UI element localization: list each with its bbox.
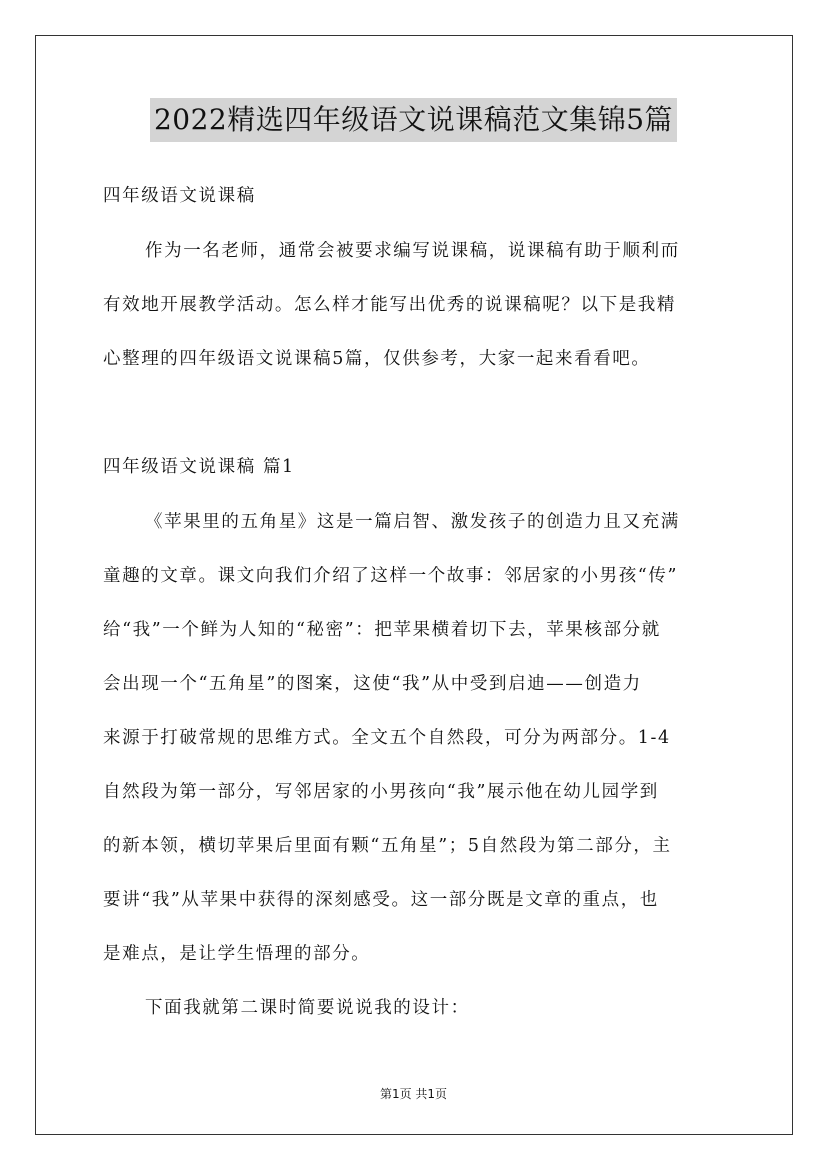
paragraph-line: 是难点，是让学生悟理的部分。 — [103, 944, 371, 964]
page-footer: 第1页 共1页 — [379, 1087, 448, 1101]
paragraph-line: 的新本领，横切苹果后里面有颗“五角星”；5自然段为第二部分，主 — [103, 836, 672, 856]
section-heading: 四年级语文说课稿 篇1 — [103, 457, 295, 477]
paragraph-line: 心整理的四年级语文说课稿5篇，仅供参考，大家一起来看看吧。 — [103, 349, 651, 369]
paragraph-line: 作为一名老师，通常会被要求编写说课稿，说课稿有助于顺利而 — [145, 241, 680, 261]
paragraph-line: 《苹果里的五角星》这是一篇启智、激发孩子的创造力且又充满 — [145, 512, 680, 532]
paragraph-line: 要讲“我”从苹果中获得的深刻感受。这一部分既是文章的重点，也 — [103, 890, 659, 910]
paragraph-line: 自然段为第一部分，写邻居家的小男孩向“我”展示他在幼儿园学到 — [103, 782, 659, 802]
paragraph-line: 来源于打破常规的思维方式。全文五个自然段，可分为两部分。1-4 — [103, 728, 671, 748]
section-heading: 四年级语文说课稿 — [103, 186, 256, 206]
paragraph-line: 会出现一个“五角星”的图案，这使“我”从中受到启迪——创造力 — [103, 674, 642, 694]
document-title-wrap — [0, 98, 827, 142]
paragraph-line: 给“我”一个鲜为人知的“秘密”：把苹果横着切下去，苹果核部分就 — [103, 620, 661, 640]
paragraph-line: 下面我就第二课时简要说说我的设计： — [145, 998, 470, 1018]
paragraph-line: 有效地开展教学活动。怎么样才能写出优秀的说课稿呢？以下是我精 — [103, 295, 676, 315]
paragraph-line: 童趣的文章。课文向我们介绍了这样一个故事：邻居家的小男孩“传” — [103, 566, 678, 586]
document-title: 2022精选四年级语文说课稿范文集锦5篇 — [150, 98, 677, 142]
